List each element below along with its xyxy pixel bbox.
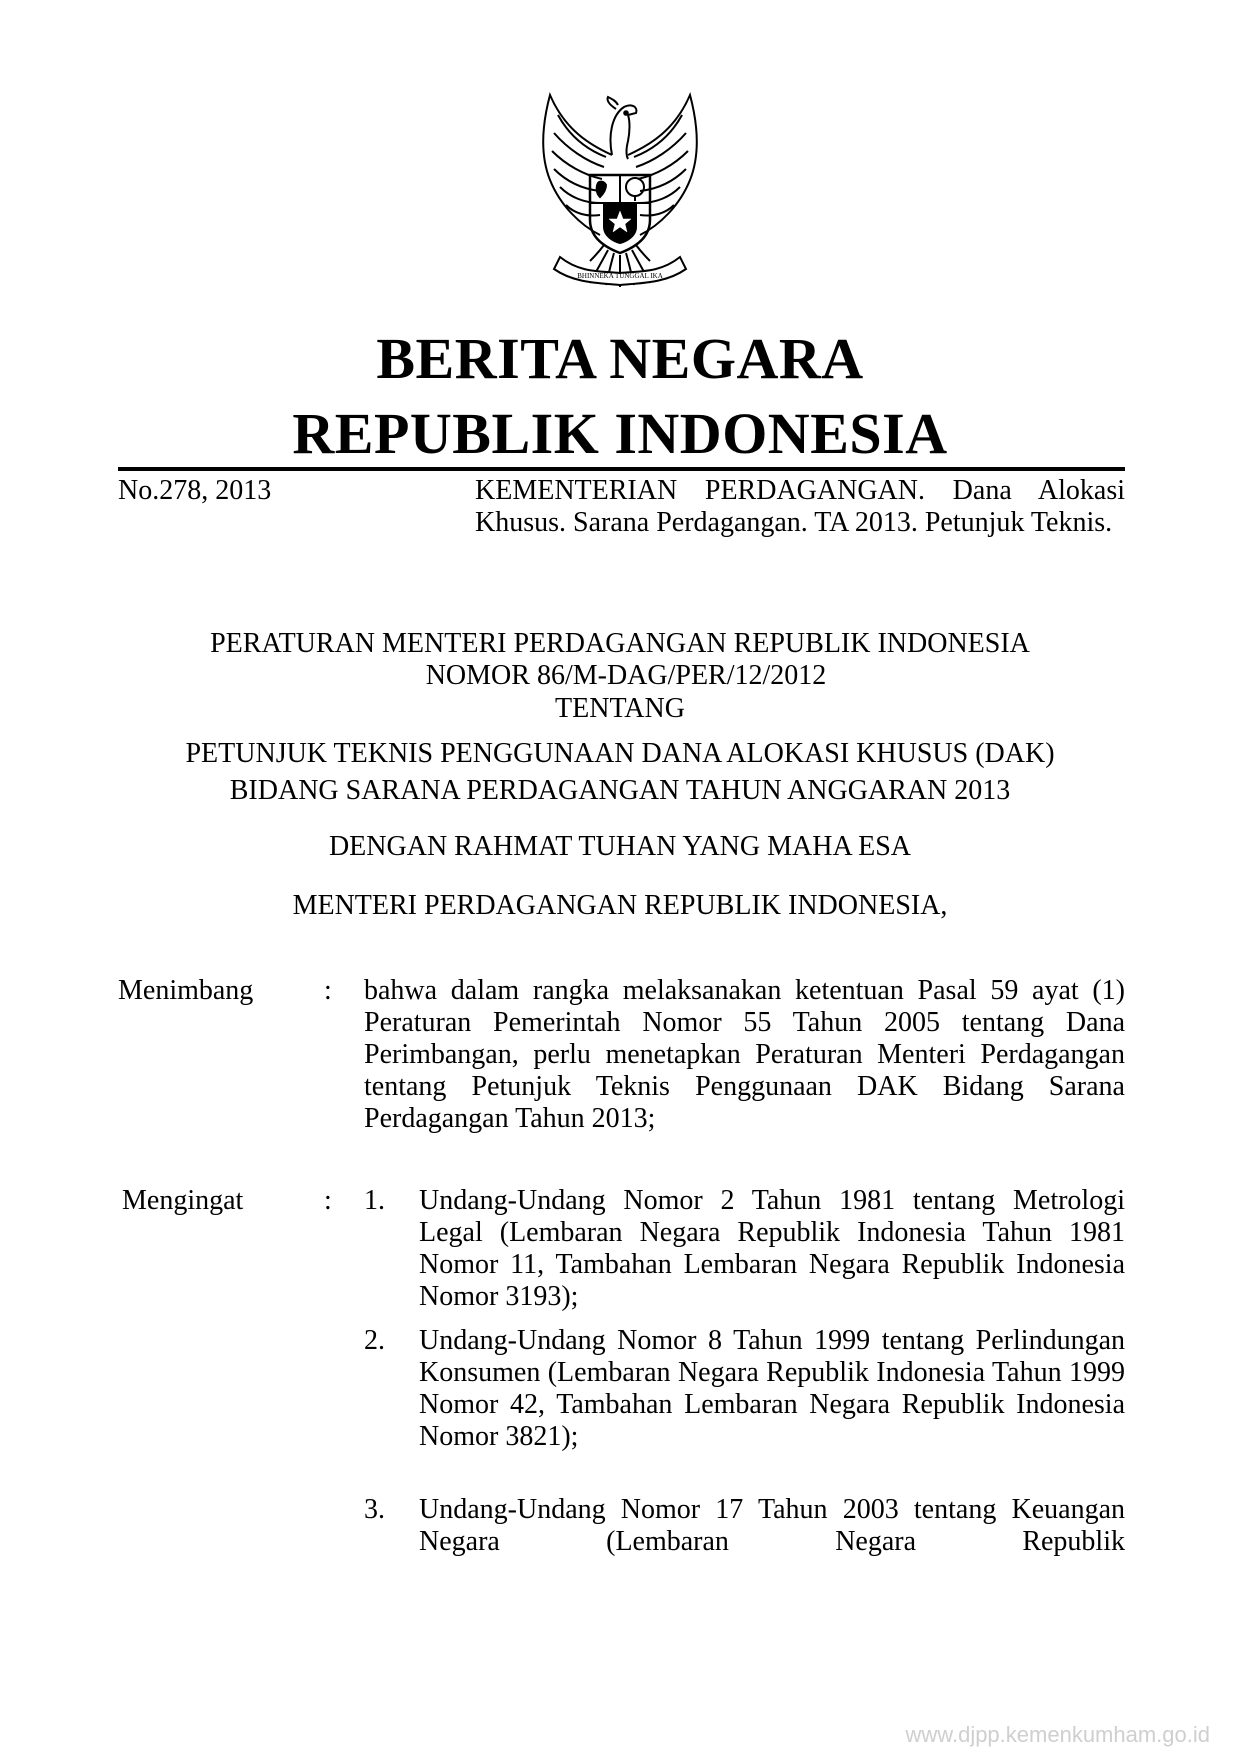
list-item-number: 3.: [364, 1494, 385, 1525]
list-item-number: 1.: [364, 1185, 385, 1216]
menimbang-label: Menimbang: [118, 975, 254, 1006]
masthead-subtitle: REPUBLIK INDONESIA: [292, 401, 948, 466]
regulation-tentang: TENTANG: [555, 693, 685, 724]
garuda-pancasila-emblem-icon: [520, 85, 720, 300]
menimbang-colon: :: [324, 975, 332, 1006]
masthead-divider: [118, 467, 1125, 471]
regulation-number: NOMOR 86/M-DAG/PER/12/2012: [425, 660, 827, 691]
masthead-title: BERITA NEGARA: [376, 326, 864, 391]
mengingat-label: Mengingat: [122, 1185, 244, 1216]
regulation-title: PERATURAN MENTERI PERDAGANGAN REPUBLIK INDONESIA: [210, 628, 1030, 659]
watermark-url: www.djpp.kemenkumham.go.id: [905, 1722, 1210, 1747]
list-item: [364, 1325, 1125, 1453]
list-item-text: Undang-Undang Nomor 2 Tahun 1981 tentang Metrologi Legal (Lembaran Negara Republik Indonesia Tahun 1981 Nomor 11, Tambahan Lembaran Negara Republik Indonesia Nomor 3193);: [419, 1185, 1125, 1312]
list-item: [364, 1185, 1125, 1313]
list-item-number: 2.: [364, 1325, 385, 1356]
list-item-text: Undang-Undang Nomor 17 Tahun 2003 tentang Keuangan Negara (Lembaran Negara Republik: [419, 1494, 1125, 1557]
preamble-rahmat: DENGAN RAHMAT TUHAN YANG MAHA ESA: [328, 831, 912, 862]
document-subject: KEMENTERIAN PERDAGANGAN. Dana Alokasi Khusus. Sarana Perdagangan. TA 2013. Petunjuk Teknis.: [475, 475, 1125, 538]
document-number: No.278, 2013: [118, 475, 272, 506]
preamble-minister: MENTERI PERDAGANGAN REPUBLIK INDONESIA,: [292, 890, 948, 921]
emblem-motto: BHINNEKA TUNGGAL IKA: [577, 272, 663, 280]
regulation-subject-line-2: BIDANG SARANA PERDAGANGAN TAHUN ANGGARAN 2013: [229, 775, 1011, 806]
list-item: [364, 1494, 1125, 1558]
regulation-subject-line-1: PETUNJUK TEKNIS PENGGUNAAN DANA ALOKASI KHUSUS (DAK): [185, 738, 1055, 769]
list-item-text: Undang-Undang Nomor 8 Tahun 1999 tentang Perlindungan Konsumen (Lembaran Negara Republik Indonesia Tahun 1999 Nomor 42, Tambahan Lembaran Negara Republik Indonesia Nomor 3821);: [419, 1325, 1125, 1452]
mengingat-colon: :: [324, 1185, 332, 1216]
menimbang-text: bahwa dalam rangka melaksanakan ketentuan Pasal 59 ayat (1) Peraturan Pemerintah Nomor 55 Tahun 2005 tentang Dana Perimbangan, perlu menetapkan Peraturan Menteri Perdagangan tentang Petunjuk Teknis Penggunaan DAK Bidang Sarana Perdagangan Tahun 2013;: [364, 975, 1125, 1134]
